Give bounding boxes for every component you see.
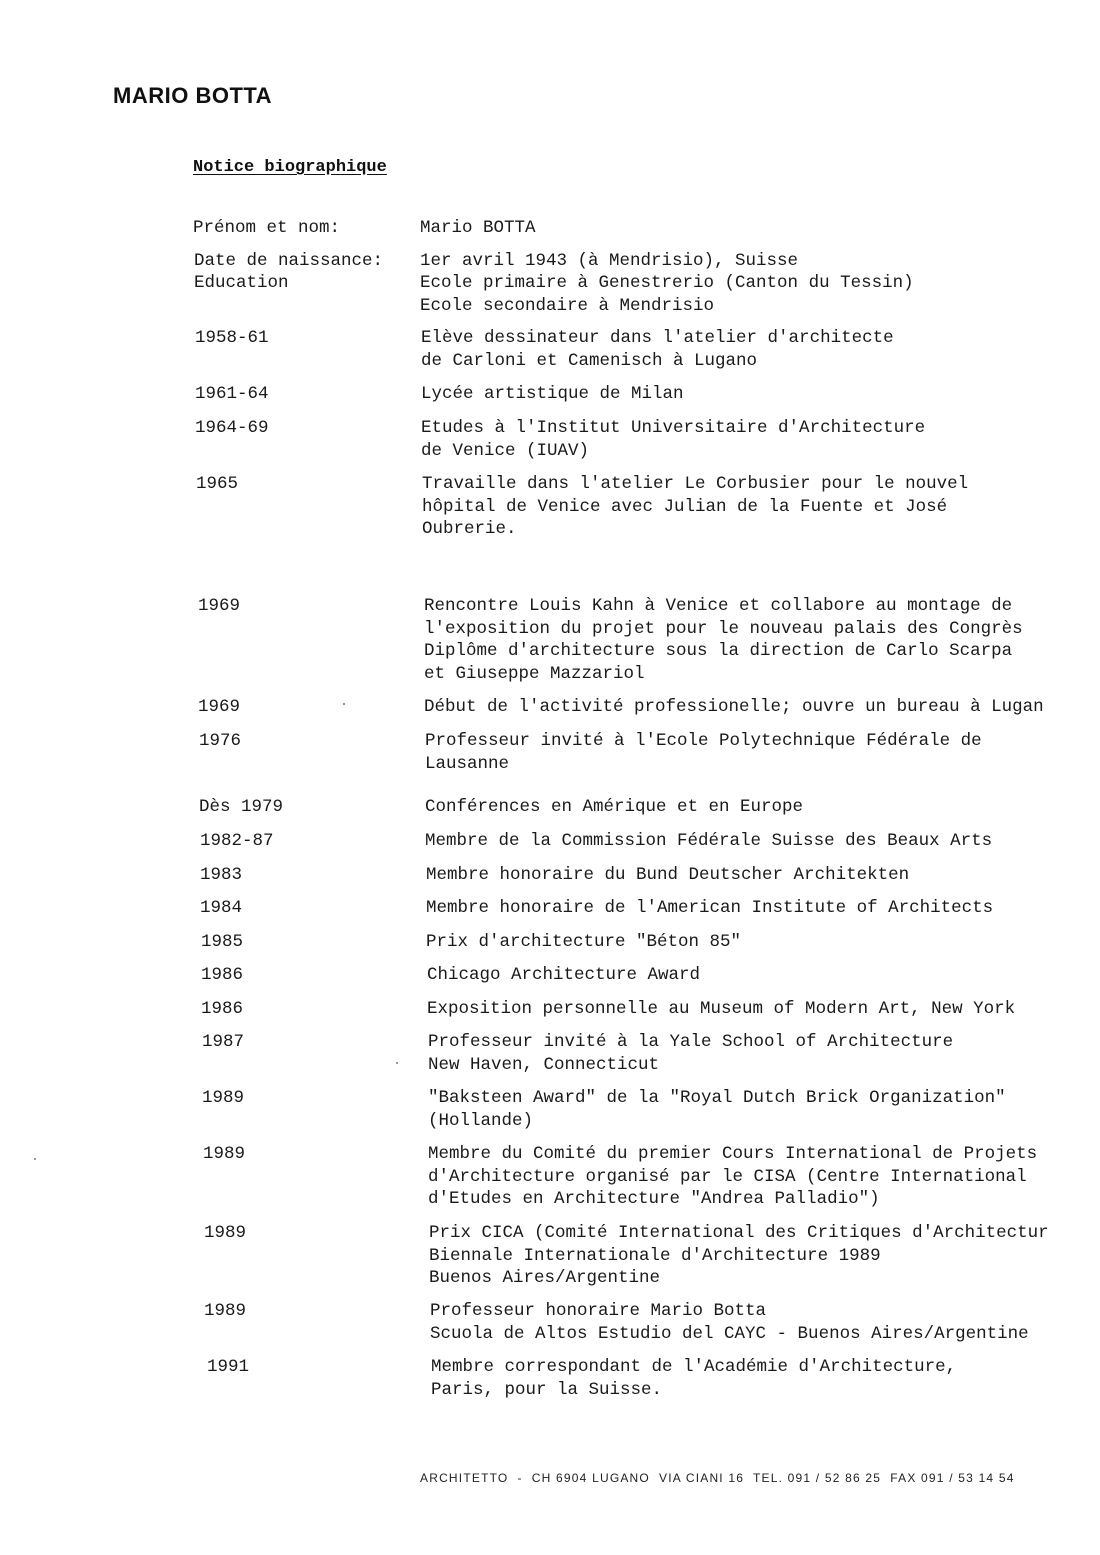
row-value-line: Ecole secondaire à Mendrisio: [420, 295, 715, 316]
row-value-line: Travaille dans l'atelier Le Corbusier pour le nouvel: [422, 474, 969, 494]
row-label: 1958-61: [195, 328, 269, 348]
row-value: [426, 931, 741, 954]
row-value-line: l'exposition du projet pour le nouveau palais des Congrès: [424, 618, 1023, 639]
row-value-line: Professeur honoraire Mario Botta: [430, 1301, 767, 1321]
row-value-line: Chicago Architecture Award: [427, 965, 701, 985]
row-label: 1986: [201, 999, 244, 1019]
row-value: [428, 1031, 953, 1076]
row-value-line: 1er avril 1943 (à Mendrisio), Suisse: [420, 251, 799, 271]
row-value-line: Exposition personnelle au Museum of Modern Art, New York: [427, 999, 1016, 1019]
row-value-line: Professeur invité à la Yale School of Architecture: [428, 1032, 954, 1052]
row-value: [422, 473, 968, 541]
row-value: [427, 964, 700, 987]
row-value: [420, 250, 798, 273]
row-value: [430, 1300, 1029, 1345]
scan-speck: [396, 1062, 398, 1064]
row-label: 1961-64: [195, 384, 269, 404]
scan-speck: [343, 703, 345, 705]
row-value-line: de Venice (IUAV): [421, 440, 590, 461]
row-value-line: de Carloni et Camenisch à Lugano: [421, 350, 758, 371]
row-value: [428, 1087, 1006, 1132]
row-value-line: Lycée artistique de Milan: [421, 384, 684, 404]
row-value-line: Paris, pour la Suisse.: [431, 1379, 663, 1400]
row-value: [424, 595, 1023, 685]
row-value: [421, 417, 925, 462]
row-label: Education: [194, 273, 289, 293]
row-label: 1989: [202, 1088, 245, 1108]
row-value: [420, 217, 536, 240]
row-label: 1985: [201, 932, 244, 952]
row-label: Prénom et nom:: [193, 218, 341, 238]
row-label: 1969: [198, 697, 241, 717]
row-value: [425, 830, 992, 853]
row-value-line: Diplôme d'architecture sous la direction de Carlo Scarpa: [424, 641, 1013, 661]
row-value-line: Membre honoraire de l'American Institute of Architects: [426, 898, 994, 918]
row-value: [427, 998, 1015, 1021]
row-label: 1991: [207, 1357, 250, 1377]
row-value-line: Rencontre Louis Kahn à Venice et collabore au montage de: [424, 596, 1013, 616]
row-value-line: d'Etudes en Architecture "Andrea Palladio"): [428, 1189, 880, 1209]
letterhead-name: MARIO BOTTA: [113, 83, 273, 108]
row-value: [428, 1143, 1037, 1211]
row-value: [431, 1356, 956, 1401]
row-label: 1969: [198, 596, 241, 616]
row-value: [425, 796, 803, 819]
row-value-line: Mario BOTTA: [420, 218, 536, 238]
row-value-line: et Giuseppe Mazzariol: [424, 663, 645, 684]
row-label: Dès 1979: [199, 797, 284, 817]
row-value: [425, 730, 982, 775]
row-value-line: Membre de la Commission Fédérale Suisse des Beaux Arts: [425, 831, 993, 851]
row-label: 1982-87: [200, 831, 274, 851]
row-value-line: d'Architecture organisé par le CISA (Centre International: [428, 1166, 1027, 1187]
row-value-line: hôpital de Venice avec Julian de la Fuente et José: [422, 496, 948, 517]
letterhead-footer: ARCHITETTO - CH 6904 LUGANO VIA CIANI 16 TEL. 091 / 52 86 25 FAX 091 / 53 14 54: [420, 1471, 1015, 1485]
row-value-line: Scuola de Altos Estudio del CAYC - Buenos Aires/Argentine: [430, 1323, 1029, 1344]
row-value-line: Ecole primaire à Genestrerio (Canton du Tessin): [420, 273, 914, 293]
row-label: 1989: [204, 1223, 247, 1243]
row-value: [424, 696, 1044, 719]
row-label: 1987: [202, 1032, 245, 1052]
row-value-line: Professeur invité à l'Ecole Polytechnique Fédérale de: [425, 731, 982, 751]
row-value: [429, 1222, 1049, 1290]
row-value-line: Prix d'architecture "Béton 85": [426, 932, 742, 952]
row-label: 1984: [200, 898, 243, 918]
row-label: 1989: [204, 1301, 247, 1321]
row-value: [421, 383, 684, 406]
row-value-line: Prix CICA (Comité International des Critiques d'Architectur: [429, 1223, 1049, 1243]
row-value-line: Oubrerie.: [422, 519, 517, 539]
row-value: [426, 897, 993, 920]
row-value-line: Buenos Aires/Argentine: [429, 1268, 661, 1288]
row-value-line: Membre correspondant de l'Académie d'Architecture,: [431, 1357, 957, 1377]
row-value-line: Lausanne: [425, 753, 510, 774]
row-value-line: Elève dessinateur dans l'atelier d'architecte: [421, 328, 894, 348]
section-title: Notice biographique: [193, 158, 387, 177]
row-label: 1964-69: [195, 418, 269, 438]
row-value: [420, 272, 914, 317]
row-value-line: Etudes à l'Institut Universitaire d'Architecture: [421, 418, 926, 438]
row-value-line: "Baksteen Award" de la "Royal Dutch Brick Organization": [428, 1088, 1006, 1108]
row-label: 1976: [199, 731, 242, 751]
row-label: 1965: [196, 474, 239, 494]
row-value-line: Biennale Internationale d'Architecture 1989: [429, 1245, 881, 1266]
row-label: 1983: [200, 865, 243, 885]
row-value: [421, 327, 894, 372]
row-value-line: Membre du Comité du premier Cours International de Projets: [428, 1144, 1038, 1164]
row-value-line: Membre honoraire du Bund Deutscher Architekten: [426, 865, 910, 885]
row-value-line: (Hollande): [428, 1110, 534, 1131]
row-value-line: Début de l'activité professionelle; ouvre un bureau à Lugan: [424, 697, 1044, 717]
row-value-line: Conférences en Amérique et en Europe: [425, 797, 804, 817]
scan-speck: [34, 1158, 36, 1160]
row-label: 1989: [203, 1144, 246, 1164]
row-label: 1986: [201, 965, 244, 985]
row-value-line: New Haven, Connecticut: [428, 1054, 660, 1075]
row-label: Date de naissance:: [194, 251, 384, 271]
row-value: [426, 864, 909, 887]
